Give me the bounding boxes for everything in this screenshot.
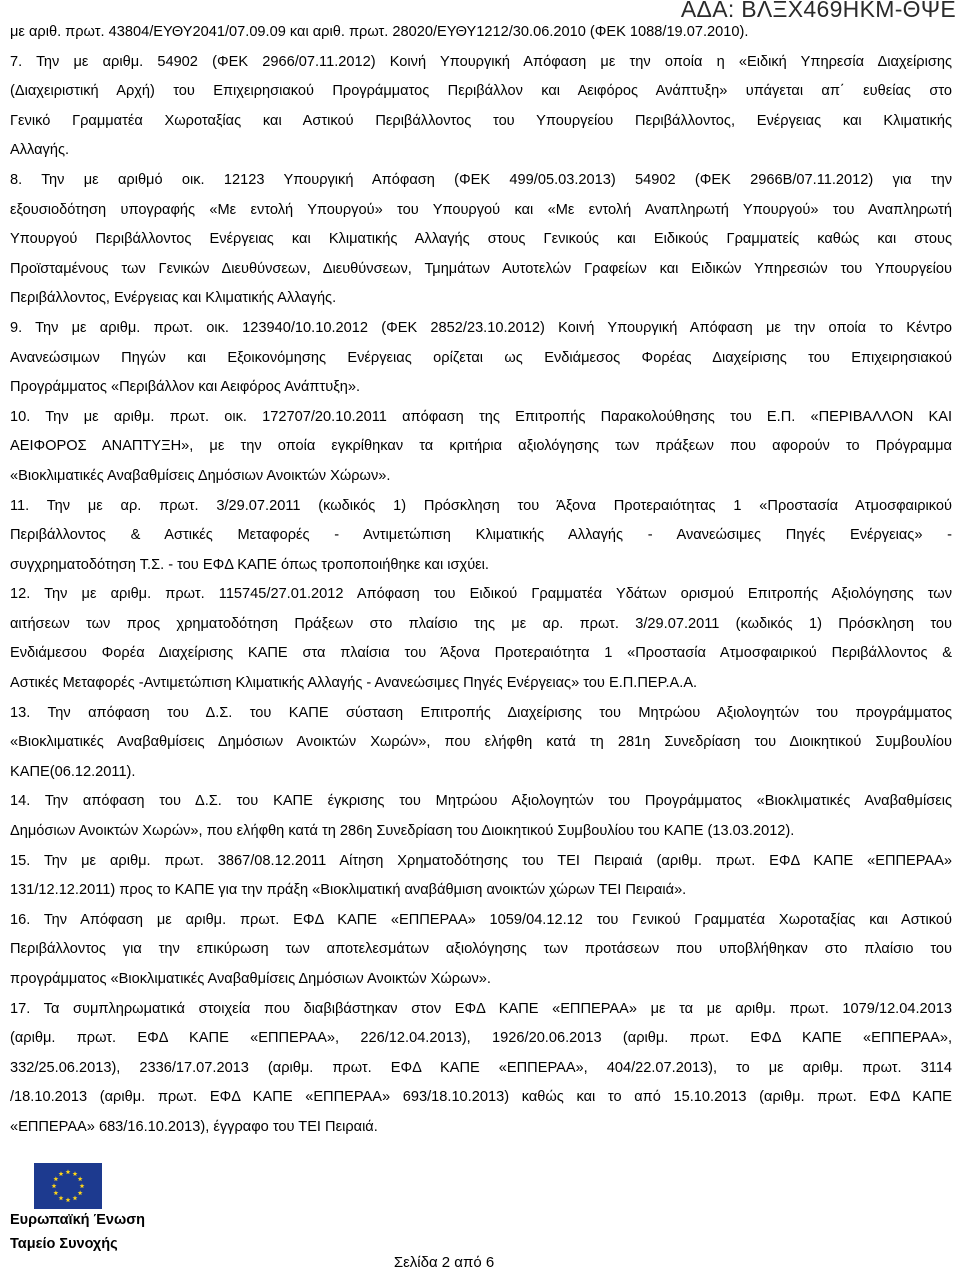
text-line: Ενδιάμεσου Φορέα Διαχείρισης ΚΑΠΕ στα πλαίσια του Άξονα Προτεραιότητα 1 «Προστασία Ατμοσφαιρικού Περιβάλλοντος &: [10, 645, 952, 662]
text-line: 10. Την με αριθμ. πρωτ. οικ. 172707/20.10.2011 απόφαση της Επιτροπής Παρακολούθησης του Ε.Π. «ΠΕΡΙΒΑΛΛΟΝ ΚΑΙ: [10, 408, 952, 425]
text-line: Προγράμματος «Περιβάλλον και Αειφόρος Ανάπτυξη».: [10, 379, 361, 396]
text-line: 13. Την απόφαση του Δ.Σ. του ΚΑΠΕ σύσταση Επιτροπής Διαχείρισης του Μητρώου Αξιολογητών του προγράμματος: [10, 704, 952, 721]
text-line: 17. Τα συμπληρωματικά στοιχεία που διαβιβάστηκαν στον ΕΦΔ ΚΑΠΕ «ΕΠΠΕΡΑΑ» με τα με αριθμ. πρωτ. 1079/12.04.2013: [10, 1000, 952, 1017]
text-line: ΑΕΙΦΟΡΟΣ ΑΝΑΠΤΥΞΗ», με την οποία εγκρίθηκαν τα κριτήρια αξιολόγησης των πράξεων που αφορούν το Πρόγραμμα: [10, 438, 952, 455]
text-line: συγχρηματοδότηση Τ.Σ. - του ΕΦΔ ΚΑΠΕ όπως τροποποιήθηκε και ισχύει.: [10, 556, 489, 573]
eu-union-text: Ευρωπαϊκή Ένωση: [10, 1212, 145, 1228]
text-line: 12. Την με αριθμ. πρωτ. 115745/27.01.2012 Απόφαση του Ειδικού Γραμματέα Υδάτων ορισμού Επιτροπής Αξιολόγησης των: [10, 586, 952, 603]
text-line: 332/25.06.2013), 2336/17.07.2013 (αριθμ. πρωτ. ΕΦΔ ΚΑΠΕ «ΕΠΠΕΡΑΑ», 404/22.07.2013), το με αριθμ. πρωτ. 3114: [10, 1059, 952, 1076]
text-line: 8. Την με αριθμό οικ. 12123 Υπουργική Απόφαση (ΦΕΚ 499/05.03.2013) 54902 (ΦΕΚ 2966Β/07.11.2012) για την: [10, 171, 952, 188]
text-line: Προϊσταμένους των Γενικών Διευθύνσεων, Διευθύνσεων, Τμημάτων Αυτοτελών Γραφείων και Ειδικών Υπηρεσιών του Υπουργείου: [10, 260, 952, 277]
text-line: 11. Την με αρ. πρωτ. 3/29.07.2011 (κωδικός 1) Πρόσκληση του Άξονα Προτεραιότητας 1 «Προστασία Ατμοσφαιρικού: [10, 497, 952, 514]
text-line: «Βιοκλιματικές Αναβαθμίσεις Δημόσιων Ανοικτών Χώρων».: [10, 467, 391, 484]
text-line: 14. Την απόφαση του Δ.Σ. του ΚΑΠΕ έγκρισης του Μητρώου Αξιολογητών του Προγράμματος «Βιοκλιματικές Αναβαθμίσεις: [10, 793, 952, 810]
text-line: 16. Την Απόφαση με αριθμ. πρωτ. ΕΦΔ ΚΑΠΕ «ΕΠΠΕΡΑΑ» 1059/04.12.12 του Γενικού Γραμματέα Χωροταξίας και Αστικού: [10, 911, 952, 928]
text-line: Υπουργού Περιβάλλοντος Ενέργειας και Κλιματικής Αλλαγής στους Γενικούς και Ειδικούς Γραμματείς καθώς και στους: [10, 231, 952, 248]
document-body: [10, 18, 952, 1143]
text-line: Αλλαγής.: [10, 142, 70, 159]
text-line: 7. Την με αριθμ. 54902 (ΦΕΚ 2966/07.11.2012) Κοινή Υπουργική Απόφαση με την οποία η «Ειδική Υπηρεσία Διαχείρισης: [10, 53, 952, 70]
text-line: 9. Την με αριθμ. πρωτ. οικ. 123940/10.10.2012 (ΦΕΚ 2852/23.10.2012) Κοινή Υπουργική Απόφαση με την οποία το Κέντρο: [10, 319, 952, 336]
text-line: (αριθμ. πρωτ. ΕΦΔ ΚΑΠΕ «ΕΠΠΕΡΑΑ», 226/12.04.2013), 1926/20.06.2013 (αριθμ. πρωτ. ΕΦΔ ΚΑΠΕ «ΕΠΠΕΡΑΑ»,: [10, 1030, 952, 1047]
page-number: Σελίδα 2 από 6: [393, 1254, 495, 1271]
text-line: Ανανεώσιμων Πηγών και Εξοικονόμησης Ενέργειας ορίζεται ως Ενδιάμεσος Φορέας Διαχείρισης του Επιχειρησιακού: [10, 349, 952, 366]
text-line: αιτήσεων των προς χρηματοδότηση Πράξεων στο πλαίσιο της με αρ. πρωτ. 3/29.07.2011 (κωδικός 1) Πρόσκληση του: [10, 615, 952, 632]
text-line: /18.10.2013 (αριθμ. πρωτ. ΕΦΔ ΚΑΠΕ «ΕΠΠΕΡΑΑ» 693/18.10.2013) καθώς και το από 15.10.2013 (αριθμ. πρωτ. ΕΦΔ ΚΑΠΕ: [10, 1089, 952, 1106]
cohesion-fund-text: Ταμείο Συνοχής: [10, 1236, 118, 1252]
text-line: «ΕΠΠΕΡΑΑ» 683/16.10.2013), έγγραφο του ΤΕΙ Πειραιά.: [10, 1118, 378, 1135]
text-line: Γενικό Γραμματέα Χωροταξίας και Αστικού Περιβάλλοντος του Υπουργείου Περιβάλλοντος, Ενέργειας και Κλιματικής: [10, 112, 952, 129]
text-line: ΚΑΠΕ(06.12.2011).: [10, 763, 136, 780]
text-line: (Διαχειριστική Αρχή) του Επιχειρησιακού Προγράμματος Περιβάλλον και Αειφόρος Ανάπτυξη» υπάγεται απ΄ ευθείας στο: [10, 83, 952, 100]
text-line: Περιβάλλοντος, Ενέργειας και Κλιματικής Αλλαγής.: [10, 290, 337, 307]
text-line: 131/12.12.2011) προς το ΚΑΠΕ για την πράξη «Βιοκλιματική αναβάθμιση ανοικτών χώρων ΤΕΙ Πειραιά».: [10, 882, 687, 899]
eu-flag-icon: [34, 1163, 102, 1209]
text-line: Περιβάλλοντος & Αστικές Μεταφορές - Αντιμετώπιση Κλιματικής Αλλαγής - Ανανεώσιμες Πηγές Ενέργειας» -: [10, 527, 952, 544]
text-line: Δημόσιων Ανοικτών Χωρών», που ελήφθη κατά τη 286η Συνεδρίαση του Διοικητικού Συμβουλίου του ΚΑΠΕ (13.03.2012).: [10, 823, 795, 840]
text-line: «Βιοκλιματικές Αναβαθμίσεις Δημόσιων Ανοικτών Χωρών», που ελήφθη κατά τη 281η Συνεδρίαση του Διοικητικού Συμβουλίου: [10, 734, 952, 751]
text-line: με αριθ. πρωτ. 43804/ΕΥΘΥ2041/07.09.09 και αριθ. πρωτ. 28020/ΕΥΘΥ1212/30.06.2010 (ΦΕΚ 1088/19.07.2010).: [10, 24, 749, 40]
text-line: Περιβάλλοντος για την επικύρωση των αποτελεσμάτων αξιολόγησης των προτάσεων που υποβλήθηκαν στο πλαίσιο του: [10, 941, 952, 958]
text-line: εξουσιοδότηση υπογραφής «Με εντολή Υπουργού» του Υπουργού και «Με εντολή Αναπληρωτή Υπουργού» του Αναπληρωτή: [10, 201, 952, 218]
ada-code: ΑΔΑ: ΒΛΞΧ469ΗΚΜ-ΘΨΕ: [680, 0, 956, 22]
text-line: 15. Την με αριθμ. πρωτ. 3867/08.12.2011 Αίτηση Χρηματοδότησης του ΤΕΙ Πειραιά (αριθμ. πρωτ. ΕΦΔ ΚΑΠΕ «ΕΠΠΕΡΑΑ»: [10, 852, 952, 869]
text-line: προγράμματος «Βιοκλιματικές Αναβαθμίσεις Δημόσιων Ανοικτών Χώρων».: [10, 971, 491, 987]
eu-label: [10, 1208, 145, 1256]
text-line: Αστικές Μεταφορές -Αντιμετώπιση Κλιματικής Αλλαγής - Ανανεώσιμες Πηγές Ενέργειας» του Ε.Π.ΠΕΡ.Α.Α.: [10, 675, 698, 692]
